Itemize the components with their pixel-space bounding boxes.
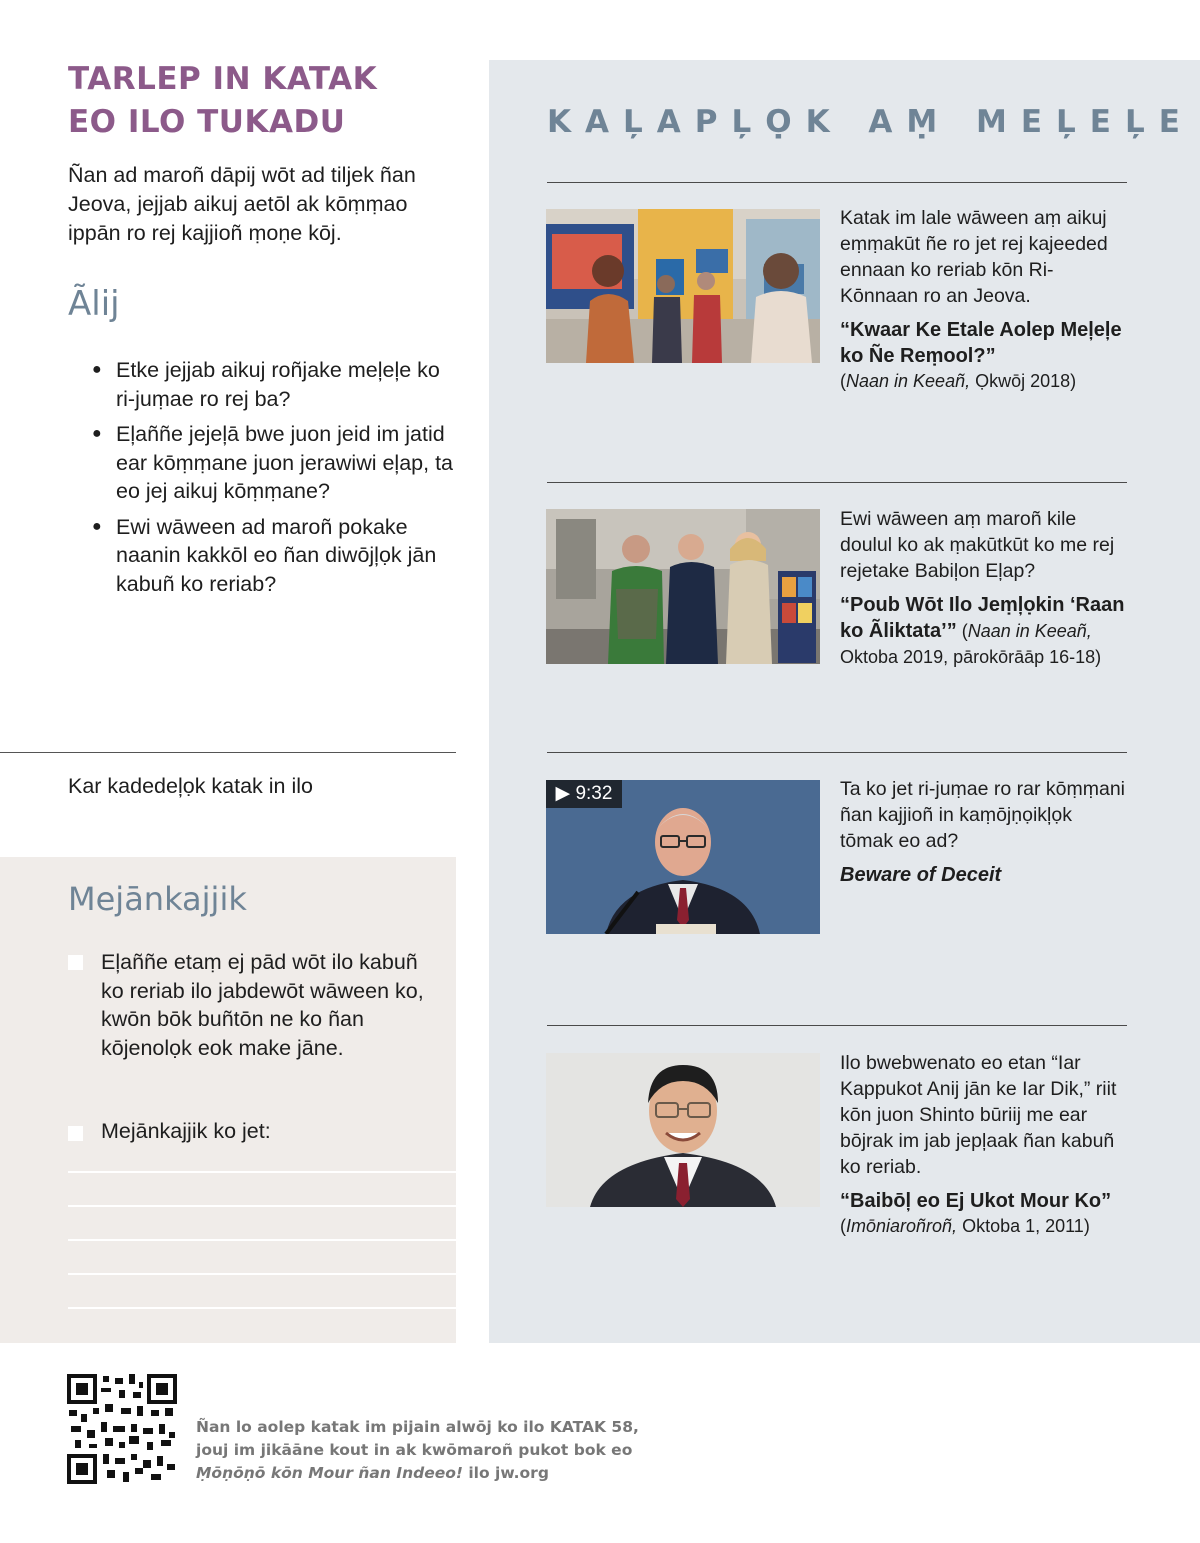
divider <box>547 752 1127 753</box>
other-goals-checkbox[interactable] <box>68 1126 83 1141</box>
footer-line-1: Ñan lo aolep katak im pijain alwōj ko ilo KATAK 58, <box>196 1418 639 1436</box>
related-entry-4 <box>840 1050 1130 1238</box>
entry-description: Ilo bwebwenato eo etan “Iar Kappukot Anij jān ke Iar Dik,” riit kōn juon Shinto būriij me ear bōjrak im jab jepļaak ñan kabuñ ko reriab. <box>840 1052 1117 1178</box>
page-title <box>68 58 468 144</box>
related-entry-1 <box>840 205 1130 393</box>
question-text: Etke jejjab aikuj roñjake meļeļe ko ri-juṃae ro rej ba? <box>116 358 440 411</box>
book-title: Ṃōṇōṇō kōn Mour ñan Indeeo! <box>196 1464 463 1482</box>
goals-box <box>0 857 456 1343</box>
bullet-icon: ● <box>92 517 102 535</box>
write-line[interactable] <box>68 1239 456 1241</box>
entry-description: Ewi wāween aṃ maroñ kile doulul ko ak ṃakūtkūt ko me rej rejetake Babiļon Eļap? <box>840 508 1115 582</box>
review-heading: Ãlij <box>68 284 120 324</box>
article-source: “Poub Wōt Ilo Jeṃļọkin ‘Raan ko Ãliktata’” (Naan in Keeañ, Oktoba 2019, pārokōrāāp 16-18) <box>840 594 1125 667</box>
title-line-2: EO ILO TUKADU <box>68 104 346 140</box>
article-link[interactable]: “Poub Wōt Ilo Jeṃļọkin ‘Raan ko Ãliktata’” <box>840 594 1125 642</box>
divider <box>547 482 1127 483</box>
article-source: (Imōniaroñroñ, Oktoba 1, 2011) <box>840 1216 1090 1236</box>
article-link[interactable]: “Kwaar Ke Etale Aolep Meļeļe ko Ñe Reṃool?” <box>840 319 1122 367</box>
other-goals-label: Mejānkajjik ko jet: <box>101 1119 271 1143</box>
play-icon: ▶ <box>555 783 571 804</box>
video-duration-badge <box>546 780 622 808</box>
question-text: Ewi wāween ad maroñ pokake naanin kakkōl eo ñan diwōjļọk jān kabuñ ko reriab? <box>116 514 437 596</box>
write-line[interactable] <box>68 1273 456 1275</box>
related-entry-2 <box>840 506 1130 670</box>
video-link[interactable]: Beware of Deceit <box>840 864 1002 886</box>
list-item <box>92 356 462 413</box>
intro-paragraph: Ñan ad maroñ dāpij wōt ad tiljek ñan Jeova, jejjab aikuj aetōl ak kōṃṃao ippān ro rej kajjioñ ṃoṇe kōj. <box>68 163 416 245</box>
list-item <box>92 420 462 506</box>
footer-note <box>196 1416 656 1485</box>
article-source: (Naan in Keeañ, Ọkwōj 2018) <box>840 371 1077 391</box>
video-duration: 9:32 <box>575 783 613 804</box>
people-with-phones-image[interactable] <box>546 209 820 363</box>
qr-code[interactable] <box>67 1374 177 1484</box>
divider <box>547 182 1127 183</box>
literature-cart-image[interactable] <box>546 509 820 664</box>
entry-description: Katak im lale wāween aṃ aikuj eṃṃakūt ñe ro jet rej kajeeded ennaan ko reriab kōn Ri-Kōnnaan ro an Jeova. <box>840 207 1108 307</box>
footer-line-3: Ṃōṇōṇō kōn Mour ñan Indeeo! ilo jw.org <box>196 1464 549 1482</box>
bullet-icon: ● <box>92 361 102 378</box>
divider <box>0 752 456 753</box>
entry-description: Ta ko jet ri-juṃae ro rar kōṃṃani ñan kajjioñ in kaṃōjṇọikļọk tōmak eo ad? <box>840 778 1125 852</box>
write-line[interactable] <box>68 1171 456 1173</box>
list-item <box>92 513 462 599</box>
goal-text: Eļaññe etaṃ ej pād wōt ilo kabuñ ko reriab ilo jabdewōt wāween ko, kwōn bōk buñtōn ne ko ñan kōjenolọk eok make jāne. <box>101 950 424 1060</box>
related-heading: KAĻAPĻỌK AṂ MEĻEĻE <box>547 104 1194 140</box>
goals-heading: Mejānkajjik <box>68 880 247 918</box>
title-line-1: TARLEP IN KATAK <box>68 61 378 97</box>
article-link[interactable]: “Baibōļ eo Ej Ukot Mour Ko” <box>840 1190 1112 1212</box>
footer-line-2: jouj im jikāāne kout in ak kwōmaroñ pukot bok eo <box>196 1441 633 1459</box>
write-line[interactable] <box>68 1205 456 1207</box>
bullet-icon: ● <box>92 425 102 442</box>
speaker-video-thumbnail[interactable] <box>546 780 820 934</box>
review-questions <box>92 356 462 605</box>
smiling-man-image[interactable] <box>546 1053 820 1207</box>
goal-checkbox[interactable] <box>68 955 83 970</box>
write-line[interactable] <box>68 1307 456 1309</box>
question-text: Eļaññe jejeļā bwe juon jeid im jatid ear kōṃṃane juon jerawiwi eļap, ta eo jej aikuj kōṃṃane? <box>116 422 453 503</box>
divider <box>547 1025 1127 1026</box>
related-entry-3 <box>840 776 1130 888</box>
completion-date-label: Kar kadedeļọk katak in ilo <box>68 774 314 798</box>
